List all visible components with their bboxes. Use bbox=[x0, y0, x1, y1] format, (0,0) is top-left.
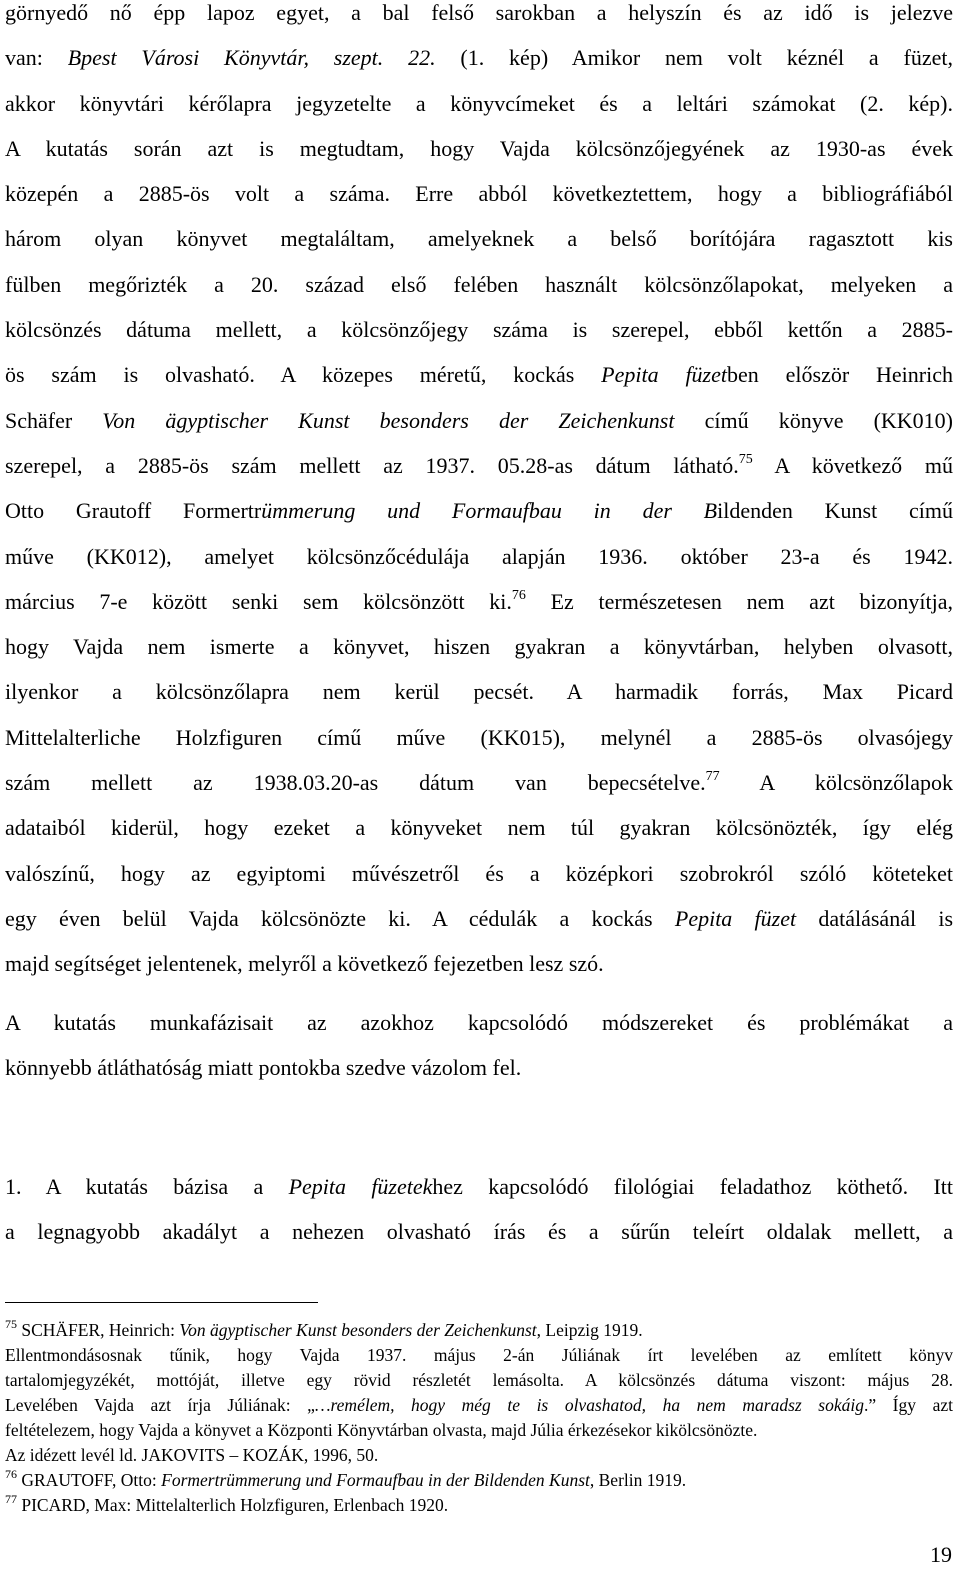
paragraph-1-line: hogy Vajda nem ismerte a könyvet, hiszen gyakran a könyvtárban, helyben olvasott, bbox=[5, 634, 953, 660]
italic-text: Von ägyptischer Kunst besonders der Zeichenkunst bbox=[179, 1320, 537, 1340]
paragraph-1-line: március 7-e között senki sem kölcsönzött ki.$^{76}$ Ez természetesen nem azt bizonyítja, bbox=[5, 587, 954, 614]
footnote-line: $^{76}$ GRAUTOFF, Otto: Formertrümmerung und Formaufbau in der Bildenden Kunst, Berlin 1919. bbox=[5, 1467, 687, 1490]
paragraph-1-line: Schäfer Von ägyptischer Kunst besonders der Zeichenkunst című könyve (KK010) bbox=[5, 407, 954, 433]
footnote-marker[interactable]: 77 bbox=[5, 1492, 17, 1507]
paragraph-1-line: egy éven belül Vajda kölcsönözte ki. A cédulák a kockás Pepita füzet datálásánál is bbox=[5, 905, 954, 931]
footnote-marker[interactable]: 77 bbox=[705, 768, 720, 784]
footnotes bbox=[5, 1318, 953, 1518]
footnote-line: Az idézett levél ld. JAKOVITS – KOZÁK, 1996, 50. bbox=[5, 1445, 379, 1465]
footnote-line: tartalomjegyzékét, mottóját, illetve egy rövid részletét lemásolta. A kölcsönzés dátuma viszont: május 28. bbox=[5, 1370, 953, 1390]
body-paragraph-3 bbox=[5, 1164, 953, 1255]
paragraph-1-line: Otto Grautoff Formertrümmerung und Formaufbau in der Bildenden Kunst című bbox=[5, 498, 953, 524]
paragraph-1-line: három olyan könyvet megtaláltam, amelyeknek a belső borítójára ragasztott kis bbox=[5, 226, 953, 252]
footnote-line: Ellentmondásosnak tűnik, hogy Vajda 1937. május 2-án Júliának írt levelében az említett könyv bbox=[5, 1345, 953, 1365]
footnote-separator bbox=[5, 1302, 318, 1303]
italic-text: …remélem, hogy még te is olvashatod, ha nem maradsz sokáig bbox=[314, 1395, 864, 1415]
paragraph-1-line: műve (KK012), amelyet kölcsönzőcédulája alapján 1936. október 23-a és 1942. bbox=[5, 543, 953, 569]
paragraph-1-line: valószínű, hogy az egyiptomi művészetről és a középkori szobrokról szóló köteteket bbox=[5, 860, 953, 886]
italic-text: Von ägyptischer Kunst besonders der Zeichenkunst bbox=[102, 407, 675, 433]
paragraph-1-line: kölcsönzés dátuma mellett, a kölcsönzőjegy száma is szerepel, ebből kettőn a 2885- bbox=[5, 317, 953, 343]
paragraph-1-line: fülben megőrizték a 20. század első felében használt kölcsönzőlapokat, melyeken a bbox=[5, 271, 953, 297]
body-paragraph-1 bbox=[5, 0, 953, 987]
italic-text: Bpest Városi Könyvtár, szept. 22. bbox=[67, 45, 436, 71]
paragraph-1-line: közepén a 2885-ös volt a száma. Erre abból következtettem, hogy a bibliográfiából bbox=[5, 181, 953, 207]
italic-text: Formertrümmerung und Formaufbau in der Bildenden Kunst bbox=[161, 1470, 590, 1490]
paragraph-2-line: könnyebb átláthatóság miatt pontokba szedve vázolom fel. bbox=[5, 1055, 522, 1081]
footnote-line: $^{77}$ PICARD, Max: Mittelalterlich Holzfiguren, Erlenbach 1920. bbox=[5, 1492, 449, 1515]
paragraph-1-line: adataiból kiderül, hogy ezeket a könyveket nem túl gyakran kölcsönözték, így elég bbox=[5, 815, 953, 841]
paragraph-1-line: ös szám is olvasható. A közepes méretű, kockás Pepita füzetben először Heinrich bbox=[5, 362, 953, 388]
footnote-marker[interactable]: 76 bbox=[511, 587, 526, 603]
paragraph-1-line: szám mellett az 1938.03.20-as dátum van bepecsételve.$^{77}$ A kölcsönzőlapok bbox=[5, 768, 954, 796]
paragraph-3-line: a legnagyobb akadályt a nehezen olvasható írás és a sűrűn teleírt oldalak mellett, a bbox=[5, 1219, 953, 1245]
page-number: 19 bbox=[930, 1542, 952, 1567]
footnote-marker[interactable]: 75 bbox=[738, 451, 753, 467]
italic-text: Pepita füzet bbox=[674, 905, 797, 931]
italic-text: Pepita füzet bbox=[601, 362, 727, 388]
footnote-marker[interactable]: 75 bbox=[5, 1317, 17, 1332]
footnote-line: Levelében Vajda azt írja Júliának: „…remélem, hogy még te is olvashatod, ha nem maradsz sokáig.” Így azt bbox=[5, 1395, 953, 1415]
body-paragraph-2 bbox=[5, 1000, 953, 1091]
paragraph-1-line: Mittelalterliche Holzfiguren című műve (KK015), melynél a 2885-ös olvasójegy bbox=[5, 724, 953, 750]
paragraph-1-line: ilyenkor a kölcsönzőlapra nem kerül pecsét. A harmadik forrás, Max Picard bbox=[5, 679, 953, 705]
footnote-marker[interactable]: 76 bbox=[5, 1467, 17, 1482]
footnote-line: $^{75}$ SCHÄFER, Heinrich: Von ägyptischer Kunst besonders der Zeichenkunst, Leipzig 1919. bbox=[5, 1317, 643, 1340]
paragraph-3-line: 1. A kutatás bázisa a Pepita füzetekhez kapcsolódó filológiai feladathoz köthető. Itt bbox=[5, 1174, 953, 1199]
paragraph-1-line: A kutatás során azt is megtudtam, hogy Vajda kölcsönzőjegyének az 1930-as évek bbox=[5, 135, 953, 161]
footnote-line: feltételezem, hogy Vajda a könyvet a Központi Könyvtárban olvasta, majd Júlia érkezésekor kikölcsönözte. bbox=[5, 1420, 758, 1440]
paragraph-1-line: görnyedő nő épp lapoz egyet, a bal felső sarokban a helyszín és az idő is jelezve bbox=[5, 0, 953, 25]
italic-text: Pepita füzetek bbox=[288, 1174, 433, 1199]
italic-text: ümmerung und Formaufbau in der B bbox=[261, 498, 718, 524]
paragraph-1-line: van: Bpest Városi Könyvtár, szept. 22. (1. kép) Amikor nem volt kéznél a füzet, bbox=[5, 45, 953, 71]
paragraph-1-line: majd segítséget jelentenek, melyről a következő fejezetben lesz szó. bbox=[5, 951, 604, 977]
paragraph-1-line: szerepel, a 2885-ös szám mellett az 1937. 05.28-as dátum látható.$^{75}$ A következő mű bbox=[5, 451, 954, 478]
paragraph-2-line: A kutatás munkafázisait az azokhoz kapcsolódó módszereket és problémákat a bbox=[5, 1010, 953, 1035]
paragraph-1-line: akkor könyvtári kérőlapra jegyzetelte a könyvcímeket és a leltári számokat (2. kép). bbox=[5, 90, 953, 116]
